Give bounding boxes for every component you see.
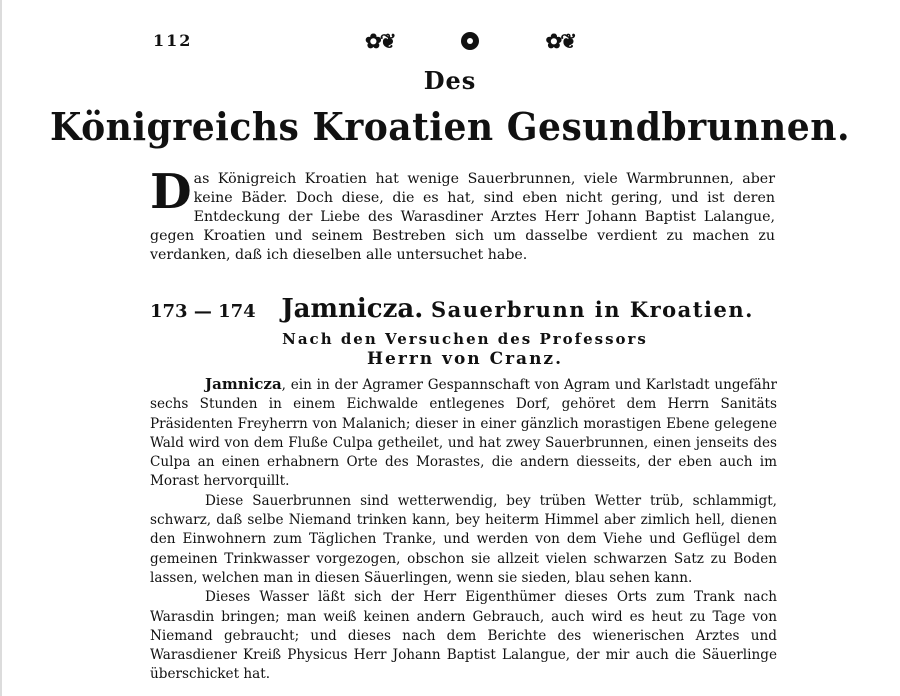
section-subtitle-line1: Nach den Versuchen des Professors bbox=[282, 330, 648, 348]
paragraph-text: , ein in der Agramer Gespannschaft von Agram und Karlstadt ungefähr sechs Stunden in einem Eichwalde entlegenes Dorf, gehöret dem Herrn Sanitäts Präsidenten Freyherrn von Malanich; dieser in einer gänzlich morastigen Ebene gelegene Wald wird von dem Fluße Culpa getheilet, und hat zwey Sauerbrunnen, einen jenseits des Culpa an einen erhabnern Orte des Morastes, die andern diesseits, der eben auch im Morast hervorquillt. bbox=[150, 377, 777, 490]
section-place-name: Jamnicza. bbox=[281, 294, 424, 324]
section-heading bbox=[150, 294, 790, 324]
paragraph-text: Dieses Wasser läßt sich der Herr Eigenthümer dieses Orts zum Trank nach Warasdin bringen; man weiß keinen andern Gebrauch, auch wird es heut zu Tage von Niemand gebraucht; und dieses nach dem Berichte des wienerischen Arztes und Warasdiener Kreiß Physicus Herr Johann Baptist Lalangue, der mir auch die Säuerlinge überschicket hat. bbox=[150, 589, 777, 683]
paragraph-2 bbox=[150, 492, 777, 588]
section-title-rest: Sauerbrunn in Kroatien. bbox=[430, 297, 754, 322]
floral-ornament-right-icon: ✿❦ bbox=[545, 29, 575, 53]
section-numbers: 173 — 174 bbox=[150, 301, 256, 322]
drop-cap: D bbox=[150, 164, 192, 220]
floral-ornament-left-icon: ✿❦ bbox=[365, 29, 395, 53]
heading-article: Des bbox=[423, 66, 477, 95]
intro-paragraph bbox=[150, 164, 775, 265]
page-title: Königreichs Kroatien Gesundbrunnen. bbox=[50, 104, 850, 149]
intro-text: as Königreich Kroatien hat wenige Sauerbrunnen, viele Warmbrunnen, aber keine Bäder. Doch diese, die es hat, sind eben nicht gering, und ist deren Entdeckung der Liebe des Warasdiner Arztes Herr Johann Baptist Lalangue, gegen Kroatien und seinem Bestreben sich um dasselbe verdient zu machen zu verdanken, daß ich dieselben alle untersuchet habe. bbox=[150, 171, 775, 263]
body-text bbox=[150, 375, 777, 685]
paragraph-lead: Jamnicza bbox=[205, 375, 282, 393]
paragraph-3 bbox=[150, 588, 777, 684]
page-left-edge bbox=[0, 0, 2, 696]
page-number: 112 bbox=[153, 31, 193, 50]
header-ornament bbox=[365, 28, 575, 54]
ring-ornament-icon bbox=[461, 32, 479, 50]
paragraph-1 bbox=[150, 375, 777, 492]
paragraph-text: Diese Sauerbrunnen sind wetterwendig, bey trüben Wetter trüb, schlammigt, schwarz, daß selbe Niemand trinken kann, bey heiterm Himmel aber zimlich hell, dienen den Einwohnern zum Täglichen Tranke, und werden von dem Viehe und Geflügel dem gemeinen Trinkwasser vorgezogen, obschon sie allzeit vielen schwarzen Satz zu Boden lassen, welchen man in diesen Säuerlingen, wenn sie sieden, blau sehen kann. bbox=[150, 492, 777, 586]
section-subtitle-line2: Herrn von Cranz. bbox=[367, 349, 563, 369]
